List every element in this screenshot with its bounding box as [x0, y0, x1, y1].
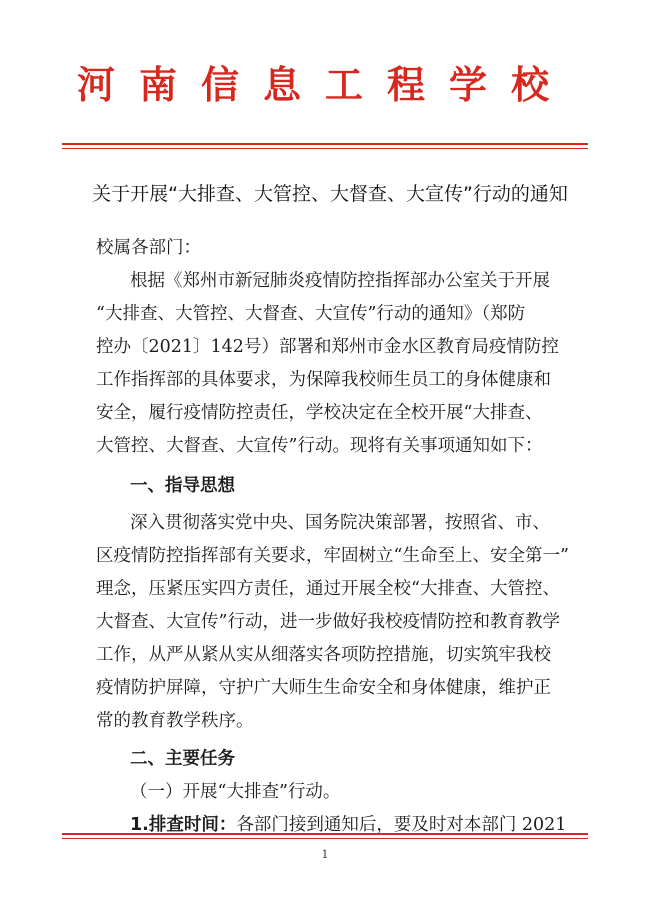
footer-rule-thin	[62, 838, 588, 839]
body-line: 工作指挥部的具体要求，为保障我校师生员工的身体健康和	[96, 370, 551, 390]
body-line: 根据《郑州市新冠肺炎疫情防控指挥部办公室关于开展	[130, 271, 550, 291]
letterhead-rule-thick	[62, 143, 588, 145]
subsection-heading: （一）开展“大排查”行动。	[130, 782, 341, 802]
item-label: 1.排查时间：	[130, 815, 237, 835]
body-line: 常的教育教学秩序。	[96, 711, 254, 731]
body-line: 控办〔2021〕142号）部署和郑州市金水区教育局疫情防控	[96, 337, 559, 357]
page-number: 1	[321, 848, 329, 861]
body-line: 大管控、大督查、大宣传”行动。现将有关事项通知如下：	[96, 436, 543, 456]
body-line: 疫情防护屏障，守护广大师生生命安全和身体健康，维护正	[96, 678, 551, 698]
body-line: “大排查、大管控、大督查、大宣传”行动的通知》（郑防	[96, 304, 526, 324]
body-line: 深入贯彻落实党中央、国务院决策部署，按照省、市、	[130, 513, 550, 533]
salutation: 校属各部门：	[96, 238, 201, 258]
section-heading-1: 一、指导思想	[130, 476, 235, 496]
letterhead-rule-thin	[62, 148, 588, 149]
body-line: 区疫情防控指挥部有关要求，牢固树立“生命至上、安全第一”	[96, 546, 569, 566]
letterhead-school-name: 河南信息工程学校	[76, 62, 573, 107]
document-title: 关于开展“大排查、大管控、大督查、大宣传”行动的通知	[92, 183, 568, 205]
body-line: 安全，履行疫情防控责任，学校决定在全校开展“大排查、	[96, 403, 543, 423]
body-line: 理念，压紧压实四方责任，通过开展全校“大排查、大管控、	[96, 579, 560, 599]
item-text: 各部门接到通知后，要及时对本部门 2021	[236, 815, 567, 835]
footer-rule-thick	[62, 833, 588, 835]
body-line: 工作，从严从紧从实从细落实各项防控措施，切实筑牢我校	[96, 645, 551, 665]
section-heading-2: 二、主要任务	[130, 749, 235, 769]
body-line: 大督查、大宣传”行动，进一步做好我校疫情防控和教育教学	[96, 612, 560, 632]
